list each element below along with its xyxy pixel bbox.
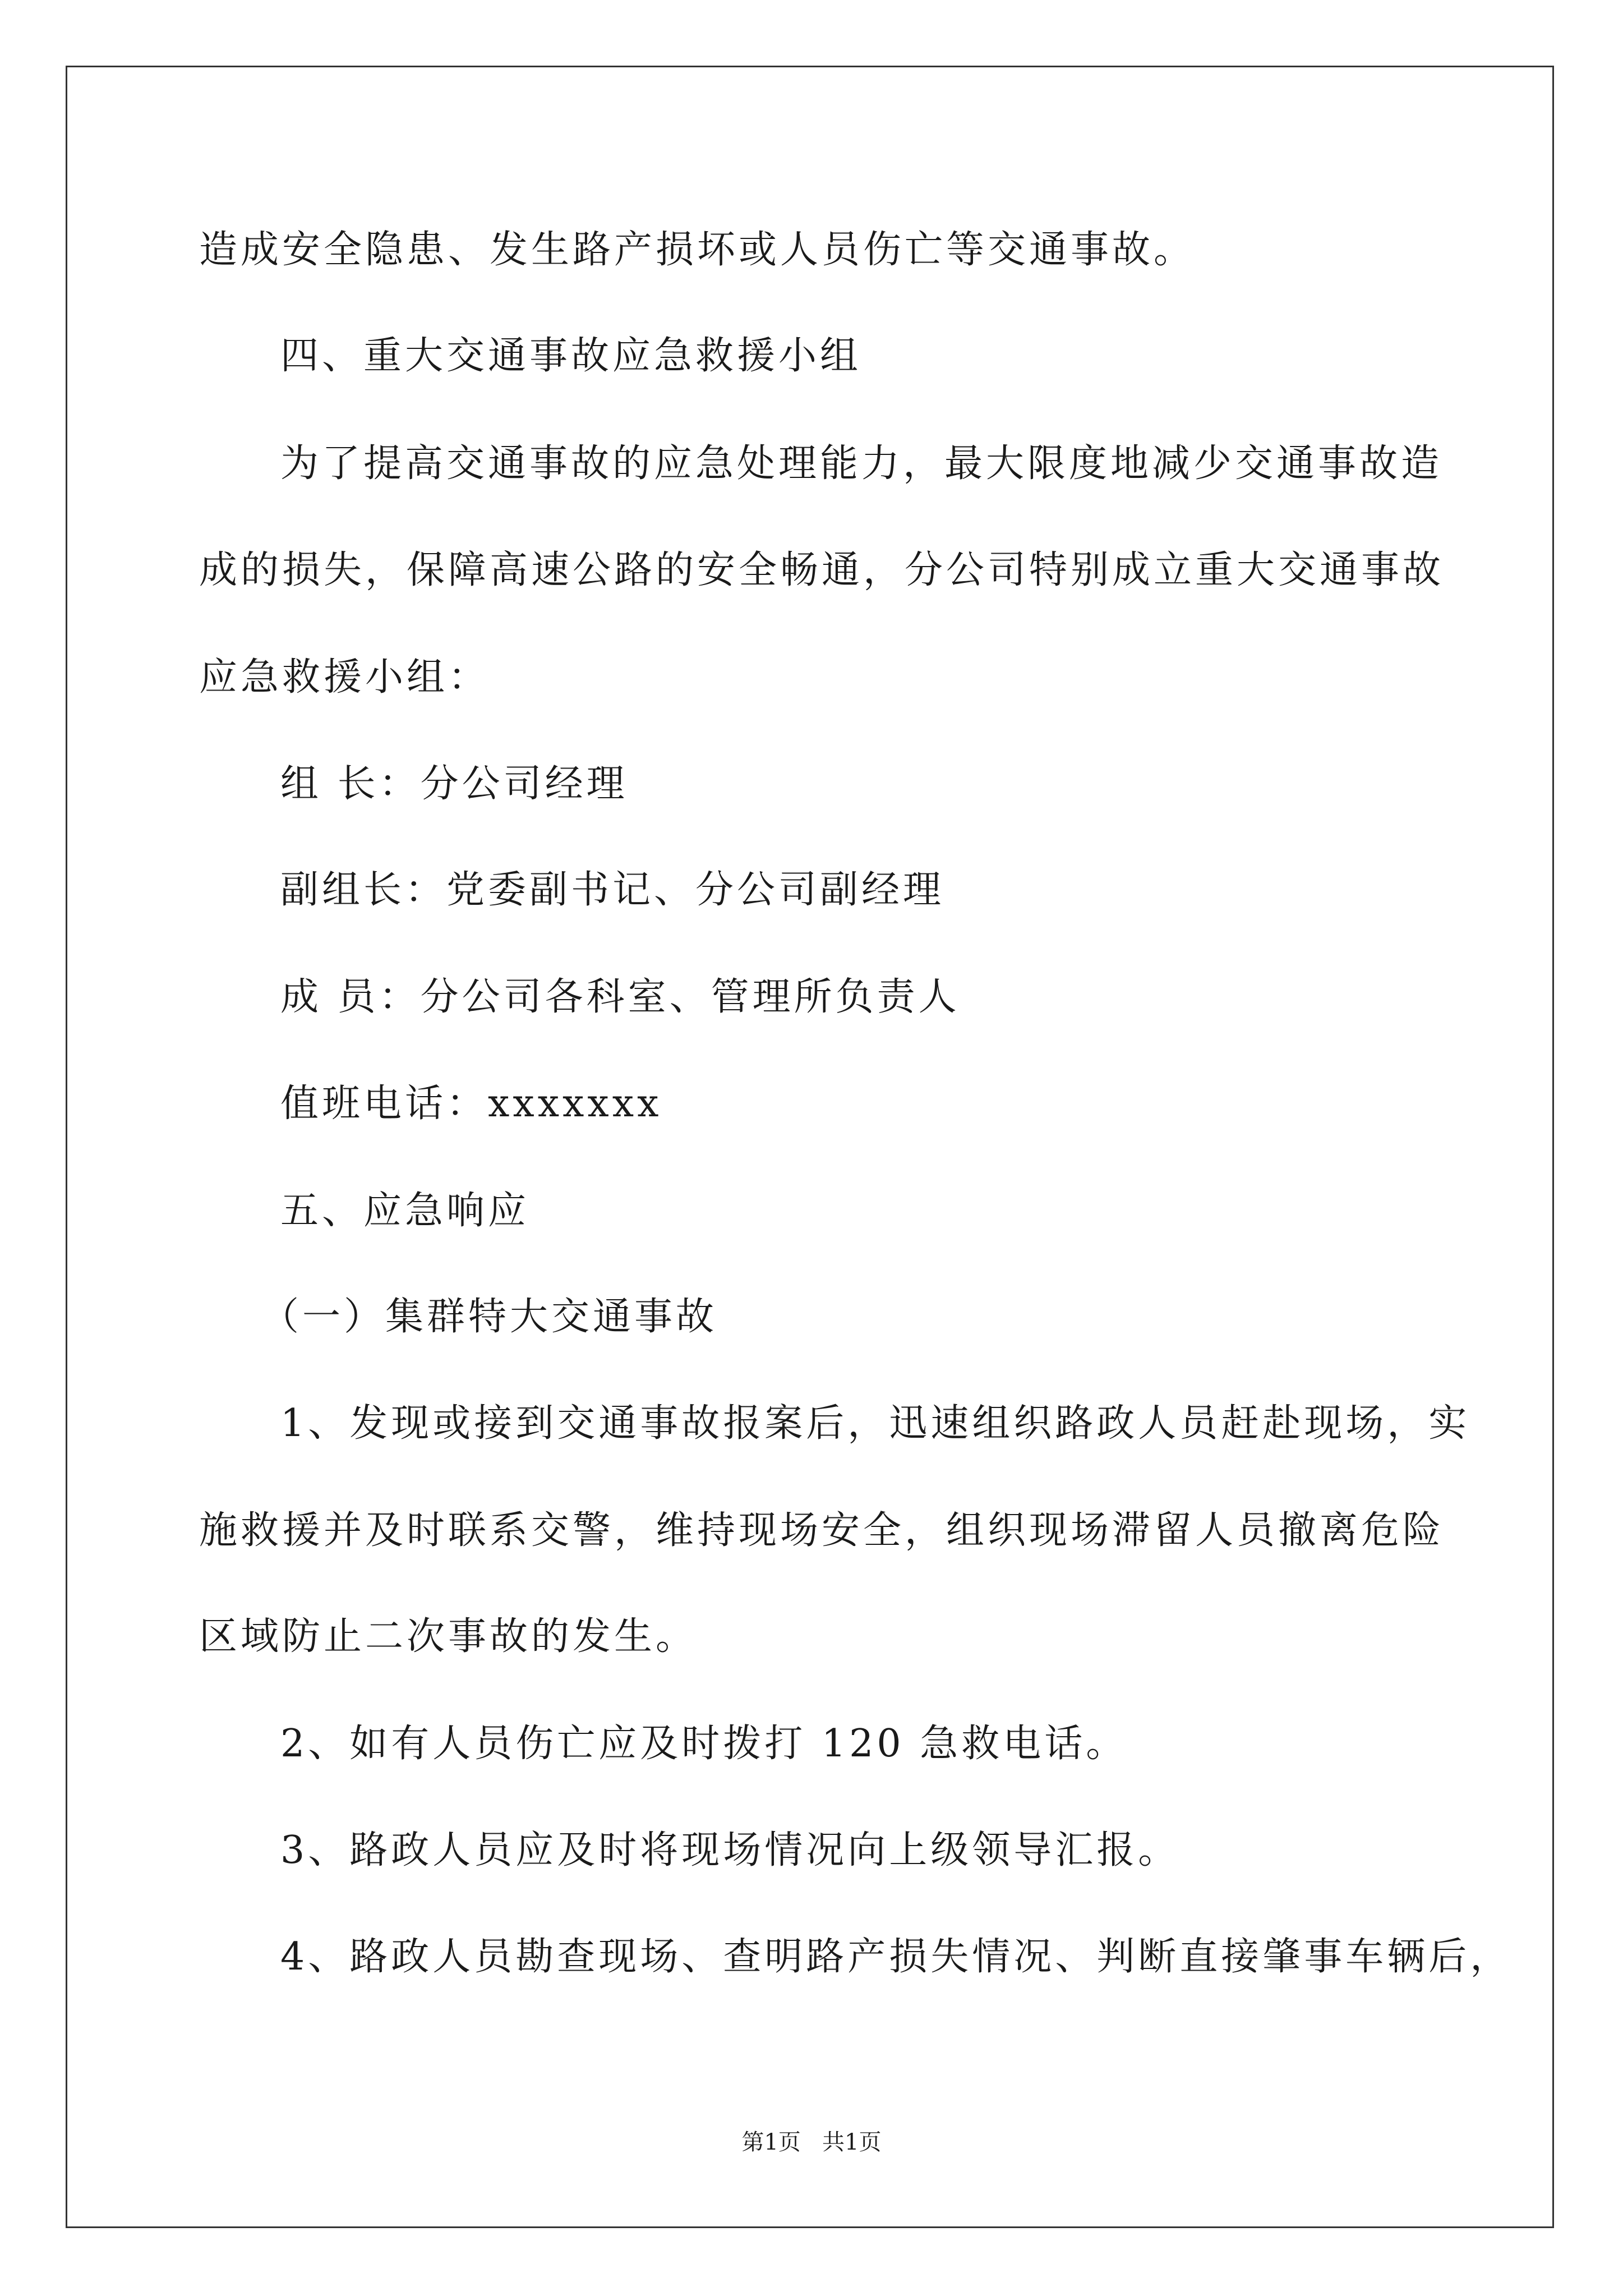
subsection-heading: （一）集群特大交通事故: [261, 1295, 718, 1339]
section-heading: 四、重大交通事故应急救援小组: [280, 334, 862, 378]
paragraph-line: 施救援并及时联系交警，维持现场安全，组织现场滞留人员撤离危险: [199, 1508, 1445, 1553]
paragraph-line: 2、如有人员伤亡应及时拨打 120 急救电话。: [280, 1722, 1128, 1766]
deputy-leader-line: 副组长：党委副书记、分公司副经理: [280, 868, 945, 912]
duty-phone-line: 值班电话：xxxxxxx: [280, 1082, 662, 1126]
paragraph-line: 4、路政人员勘查现场、查明路产损失情况、判断直接肇事车辆后，: [280, 1935, 1512, 1979]
team-leader-line: 组 长：分公司经理: [280, 762, 628, 806]
paragraph-line: 3、路政人员应及时将现场情况向上级领导汇报。: [280, 1828, 1180, 1872]
paragraph-line: 1、发现或接到交通事故报案后，迅速组织路政人员赶赴现场，实: [280, 1401, 1470, 1446]
paragraph-line: 为了提高交通事故的应急处理能力，最大限度地减少交通事故造: [280, 441, 1443, 486]
page-footer: 第1页 共1页: [741, 2129, 882, 2155]
paragraph-line: 成的损失，保障高速公路的安全畅通，分公司特别成立重大交通事故: [199, 548, 1445, 592]
section-heading: 五、应急响应: [280, 1189, 530, 1233]
members-line: 成 员：分公司各科室、管理所负责人: [280, 975, 960, 1019]
paragraph-line: 应急救援小组：: [199, 655, 490, 700]
page-border: [66, 66, 1554, 2228]
paragraph-line: 区域防止二次事故的发生。: [199, 1614, 698, 1659]
paragraph-line: 造成安全隐患、发生路产损坏或人员伤亡等交通事故。: [199, 228, 1196, 272]
